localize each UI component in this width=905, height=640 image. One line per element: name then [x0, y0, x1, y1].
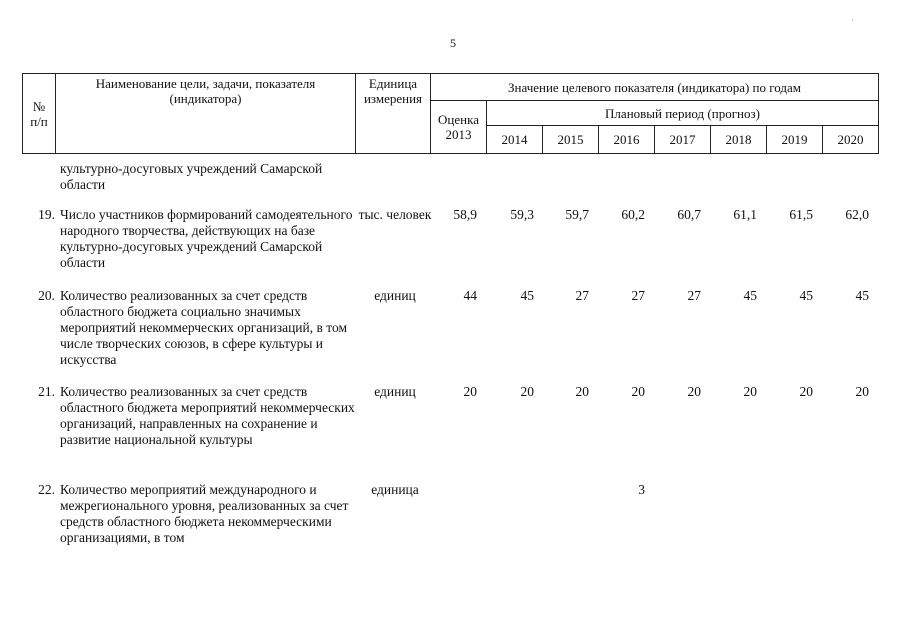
- header-plan: Плановый период (прогноз): [487, 101, 879, 126]
- row-value: 20: [631, 384, 645, 399]
- row-value: 20: [687, 384, 701, 399]
- header-year: 2014: [487, 126, 543, 154]
- row-name: Число участников формирований самодеятельного народного творчества, действующих на базе культурно-досуговых учреждений Самарской области: [60, 207, 353, 270]
- header-name: Наименование цели, задачи, показателя (индикатора): [56, 74, 356, 154]
- header-year: 2017: [655, 126, 711, 154]
- header-unit: Единица измерения: [356, 74, 431, 154]
- row-number: 22.: [38, 482, 55, 497]
- row-unit: тыс. человек: [358, 207, 432, 222]
- row-value: 60,7: [677, 207, 701, 222]
- row-value: 45: [799, 288, 813, 303]
- row-value: 27: [687, 288, 701, 303]
- row-value: 59,7: [565, 207, 589, 222]
- row-unit: единиц: [374, 288, 416, 303]
- header-year: 2015: [543, 126, 599, 154]
- page-number: 5: [450, 36, 456, 50]
- row-name: Количество мероприятий международного и межрегионального уровня, реализованных за счет средств областного бюджета некоммерческими организациями, в том: [60, 482, 349, 545]
- row-number: 19.: [38, 207, 55, 222]
- row-number: 20.: [38, 288, 55, 303]
- row-name: культурно-досуговых учреждений Самарской области: [60, 161, 323, 192]
- row-value: 59,3: [510, 207, 534, 222]
- row-value: 27: [631, 288, 645, 303]
- row-value: 61,5: [789, 207, 813, 222]
- header-values: Значение целевого показателя (индикатора) по годам: [431, 74, 879, 101]
- row-value: 62,0: [845, 207, 869, 222]
- row-value: 20: [855, 384, 869, 399]
- header-year: 2020: [823, 126, 879, 154]
- row-value: 45: [855, 288, 869, 303]
- row-name: Количество реализованных за счет средств областного бюджета социально значимых мероприятий некоммерческих организаций, в том числе творческих союзов, в сфере культуры и искусства: [60, 288, 347, 367]
- row-name: Количество реализованных за счет средств областного бюджета мероприятий некоммерческих организаций, направленных на сохранение и развитие национальной культуры: [60, 384, 355, 447]
- row-value: 20: [575, 384, 589, 399]
- row-value: 20: [743, 384, 757, 399]
- header-year: 2019: [767, 126, 823, 154]
- row-value: 44: [463, 288, 477, 303]
- row-value: 61,1: [733, 207, 757, 222]
- row-value: 20: [463, 384, 477, 399]
- row-number: 21.: [38, 384, 55, 399]
- row-value: 58,9: [453, 207, 477, 222]
- row-value: 20: [520, 384, 534, 399]
- header-year: 2016: [599, 126, 655, 154]
- row-value: 20: [799, 384, 813, 399]
- row-value: 27: [575, 288, 589, 303]
- header-num: № п/п: [23, 74, 56, 154]
- table-header: [22, 73, 879, 154]
- header-year: 2018: [711, 126, 767, 154]
- header-estimate: Оценка 2013: [431, 101, 487, 154]
- row-value: 45: [520, 288, 534, 303]
- row-value: 3: [638, 482, 645, 497]
- scan-mark: ·: [851, 15, 854, 25]
- row-unit: единиц: [374, 384, 416, 399]
- row-value: 60,2: [621, 207, 645, 222]
- row-value: 45: [743, 288, 757, 303]
- row-unit: единица: [371, 482, 419, 497]
